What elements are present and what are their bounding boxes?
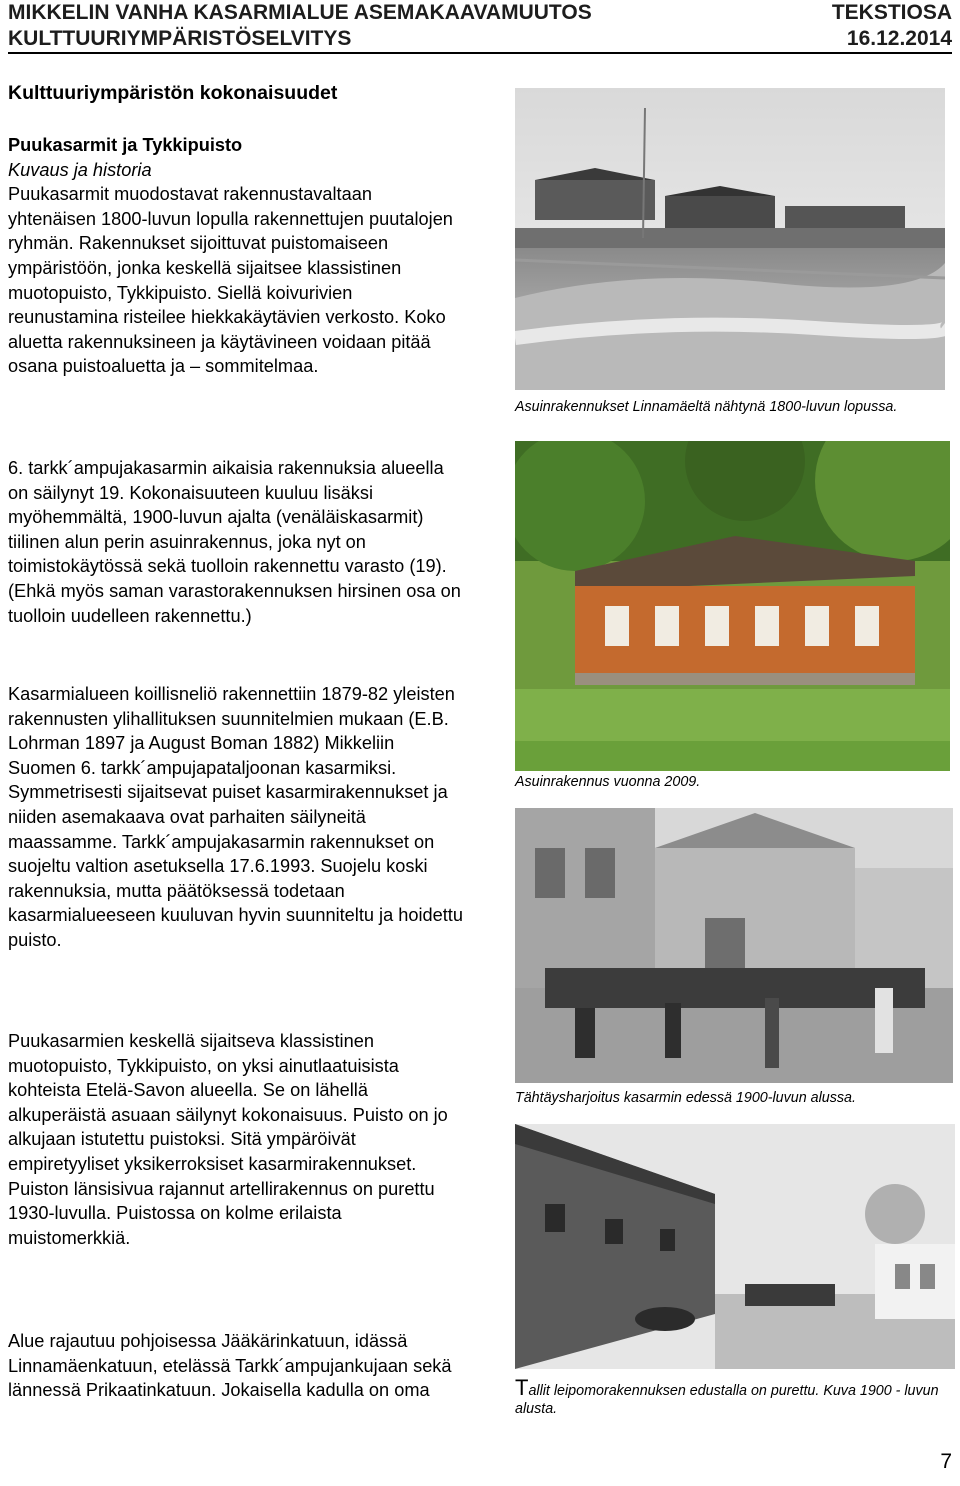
document-date: 16.12.2014 — [846, 27, 952, 50]
photo-stables-image — [515, 1124, 955, 1369]
caption-initial: T — [515, 1375, 529, 1400]
paragraph: 6. tarkk´ampujakasarmin aikaisia rakennuksia alueella on säilynyt 19. Kokonaisuuteen kuuluu lisäksi myöhemmältä, 1900-luvun ajalta (venäläiskasarmit) tiilinen alun perin asuinrakennus, joka nyt on toimistokäytössä sekä tuolloin rakennettu varasto (19). (Ehkä myös saman varastorakennuksen hirsinen osa on tuolloin uudelleen rakennettu.) — [8, 458, 461, 626]
photo-stables — [515, 1124, 955, 1369]
page-header — [8, 0, 952, 56]
paragraph: Puukasarmien keskellä sijaitseva klassistinen muotopuisto, Tykkipuisto, on yksi ainutlaatuisista kohteista Etelä-Savon alueella. Se on lähellä alkuperäistä asuaan säilynyt kokonaisuus. Puisto on jo alkujaan istutettu puistoksi. Sitä ympäröivät empiretyyliset yksikerroksiset kasarmirakennukset. Puiston länsisivua rajannut artellirakennus on purettu 1930-luvulla. Puistossa on kolme erilaista muistomerkkiä. — [8, 1031, 448, 1248]
paragraph: Puukasarmit muodostavat rakennustavaltaan yhtenäisen 1800-luvun lopulla rakennettujen puutalojen ryhmän. Rakennukset sijoittuvat puistomaiseen ympäristöön, jonka keskellä sijaitsee klassistinen muotopuisto, Tykkipuisto. Siellä koivurivien reunustamina risteilee hiekkakäytävien verkosto. Koko aluetta rakennuksineen ja käytävineen voidaan pitää osana puistoaluetta ja – sommitelmaa. — [8, 184, 453, 377]
document-type: TEKSTIOSA — [831, 1, 952, 24]
section-title: Kulttuuriympäristön kokonaisuudet — [8, 82, 338, 104]
caption-photo-1: Asuinrakennukset Linnamäeltä nähtynä 1800-luvun lopussa. — [515, 399, 898, 415]
caption-photo-3: Tähtäysharjoitus kasarmin edessä 1900-luvun alussa. — [515, 1090, 856, 1106]
subsection-subtitle: Kuvaus ja historia — [8, 159, 152, 180]
caption-text: allit leipomorakennuksen edustalla on purettu. Kuva 1900 - luvun alusta. — [515, 1383, 939, 1417]
caption-photo-4 — [515, 1375, 955, 1418]
caption-photo-2: Asuinrakennus vuonna 2009. — [515, 774, 701, 790]
photo-residence-2009 — [515, 441, 950, 771]
photo-barracks-1800s — [515, 88, 945, 390]
text-block-5 — [8, 1329, 463, 1403]
text-block-4 — [8, 1029, 463, 1250]
page-number: 7 — [940, 1450, 952, 1473]
text-block-1 — [8, 133, 463, 379]
photo-barracks-1800s-image — [515, 88, 945, 390]
document-subtitle: KULTTUURIYMPÄRISTÖSELVITYS — [8, 27, 352, 50]
paragraph: Kasarmialueen koillisneliö rakennettiin 1879-82 yleisten rakennusten ylihallituksen suunnitelmien mukaan (E.B. Lohrman 1897 ja August Boman 1882) Mikkeliin Suomen 6. tarkk´ampujapataljoonan kasarmiksi. Symmetrisesti sijaitsevat puiset kasarmirakennukset ja niiden asemakaava ovat parhaiten säilyneitä maassamme. Tarkk´ampujakasarmin rakennukset on suojeltu valtion asetuksella 17.6.1993. Suojelu koski rakennuksia, mutta päätöksessä todetaan kasarmialueeseen kuuluvan hyvin suunniteltu ja hoidettu puisto. — [8, 684, 463, 950]
photo-shooting-exercise — [515, 808, 953, 1083]
photo-residence-2009-image — [515, 441, 950, 771]
text-block-2 — [8, 456, 463, 628]
subsection-title: Puukasarmit ja Tykkipuisto — [8, 135, 243, 155]
header-divider — [8, 52, 952, 54]
paragraph: Alue rajautuu pohjoisessa Jääkärinkatuun, idässä Linnamäenkatuun, etelässä Tarkk´ampujankujaan sekä lännessä Prikaatinkatuun. Jokaisella kadulla on oma — [8, 1331, 452, 1401]
text-block-3 — [8, 682, 463, 953]
photo-shooting-exercise-image — [515, 808, 953, 1083]
document-title: MIKKELIN VANHA KASARMIALUE ASEMAKAAVAMUUTOS — [8, 1, 592, 24]
